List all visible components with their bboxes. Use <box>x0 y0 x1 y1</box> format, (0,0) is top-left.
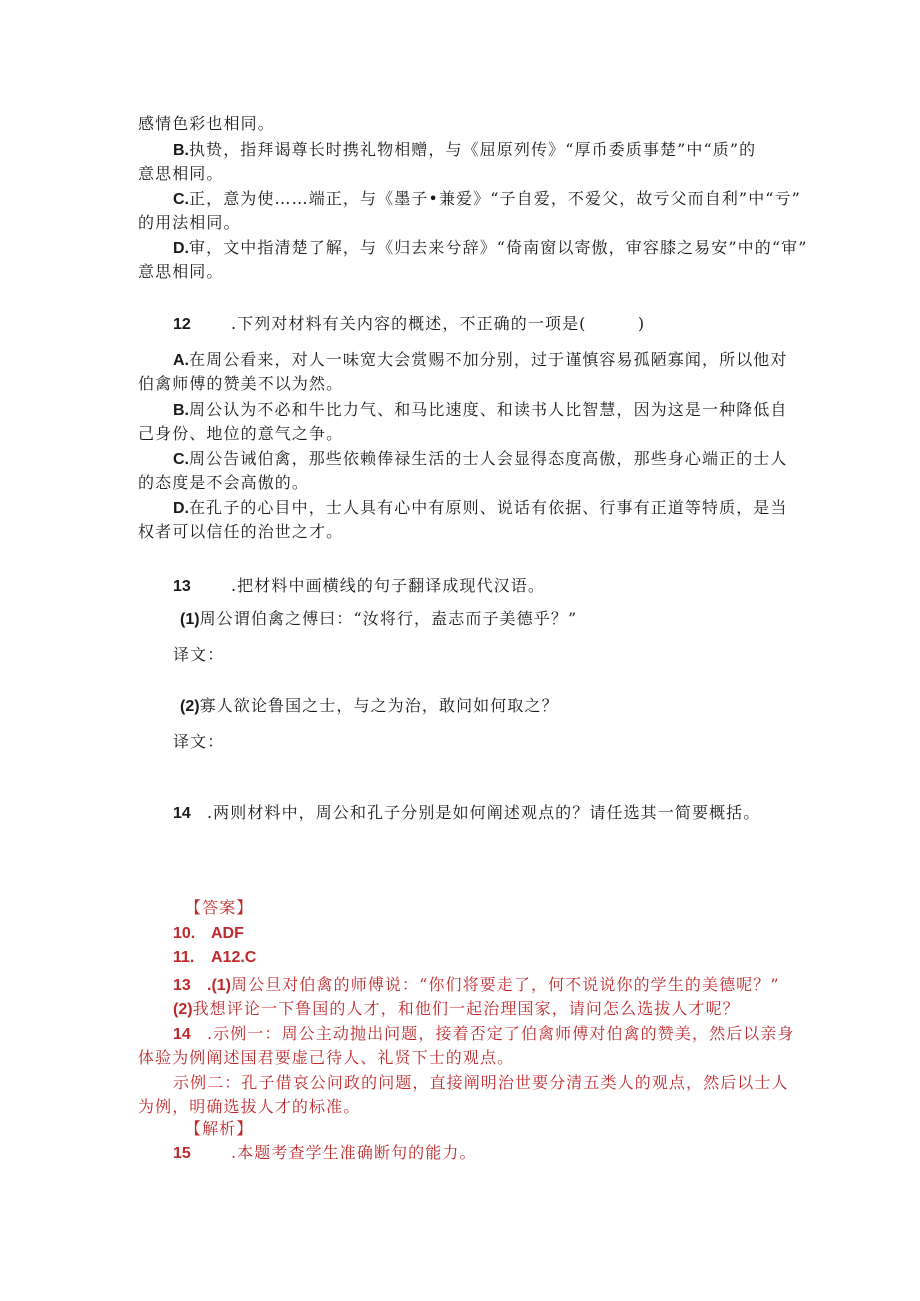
analysis-15: 15 .本题考查学生准确断句的能力。 <box>173 1143 477 1162</box>
answer-header: 【答案】 <box>185 898 254 917</box>
q11-continued-text: 感情色彩也相同。 <box>138 114 275 133</box>
answer-13-1: 13 .(1)周公旦对伯禽的师傅说：“你们将要走了，何不说说你的学生的美德呢？” <box>173 975 780 994</box>
q12-option-a-cont: 伯禽师傅的赞美不以为然。 <box>138 374 344 393</box>
q14-stem: 14 .两则材料中，周公和孔子分别是如何阐述观点的？请任选其一简要概括。 <box>173 803 761 822</box>
answer-14-line-3: 示例二：孔子借哀公问政的问题，直接阐明治世要分清五类人的观点，然后以士人 <box>173 1073 789 1092</box>
q12-option-b-cont: 己身份、地位的意气之争。 <box>138 424 344 443</box>
q13-sentence-1: (1)周公谓伯禽之傅曰：“汝将行，盍志而子美德乎？” <box>180 609 578 628</box>
q11-option-b-cont: 意思相同。 <box>138 164 224 183</box>
answer-10: 10. ADF <box>173 925 244 942</box>
q13-translation-label-1: 译文： <box>173 645 225 664</box>
q12-option-c-cont: 的态度是不会高傲的。 <box>138 473 310 492</box>
q13-sentence-2: (2)寡人欲论鲁国之士，与之为治，敢问如何取之？ <box>180 696 559 715</box>
q11-option-b: B.执贽，指拜谒尊长时携礼物相赠，与《屈原列传》“厚币委质事楚”中“质”的 <box>173 140 757 159</box>
q12-option-d: D.在孔子的心目中，士人具有心中有原则、说话有依据、行事有正道等特质，是当 <box>173 498 788 517</box>
answer-13-2: (2)我想评论一下鲁国的人才，和他们一起治理国家，请问怎么选拔人才呢？ <box>173 999 740 1018</box>
q12-option-b: B.周公认为不必和牛比力气、和马比速度、和读书人比智慧，因为这是一种降低自 <box>173 400 788 419</box>
answer-14-line-2: 体验为例阐述国君要虚己待人、礼贤下士的观点。 <box>138 1048 515 1067</box>
answer-11: 11. A12.C <box>173 949 257 966</box>
answer-14-line-4: 为例，明确选拔人才的标准。 <box>138 1097 361 1116</box>
q11-option-d-cont: 意思相同。 <box>138 262 224 281</box>
q11-option-c-cont: 的用法相同。 <box>138 213 241 232</box>
q12-stem: 12 .下列对材料有关内容的概述，不正确的一项是( ) <box>173 314 646 333</box>
q11-option-c: C.正，意为使……端正，与《墨子•兼爱》“子自爱，不爱父，故亏父而自利”中“亏” <box>173 189 801 208</box>
q13-stem: 13 .把材料中画横线的句子翻译成现代汉语。 <box>173 576 545 595</box>
q12-option-c: C.周公告诫伯禽，那些依赖俸禄生活的士人会显得态度高傲，那些身心端正的士人 <box>173 449 788 468</box>
q13-translation-label-2: 译文： <box>173 732 225 751</box>
q11-option-d: D.审，文中指清楚了解，与《归去来兮辞》“倚南窗以寄傲，审容膝之易安”中的“审” <box>173 238 808 257</box>
q12-option-d-cont: 权者可以信任的治世之才。 <box>138 522 344 541</box>
q12-option-a: A.在周公看来，对人一味宽大会赏赐不加分别，过于谨慎容易孤陋寡闻，所以他对 <box>173 350 788 369</box>
analysis-header: 【解析】 <box>185 1119 254 1138</box>
answer-14-line-1: 14 .示例一：周公主动抛出问题，接着否定了伯禽师傅对伯禽的赞美，然后以亲身 <box>173 1024 795 1043</box>
